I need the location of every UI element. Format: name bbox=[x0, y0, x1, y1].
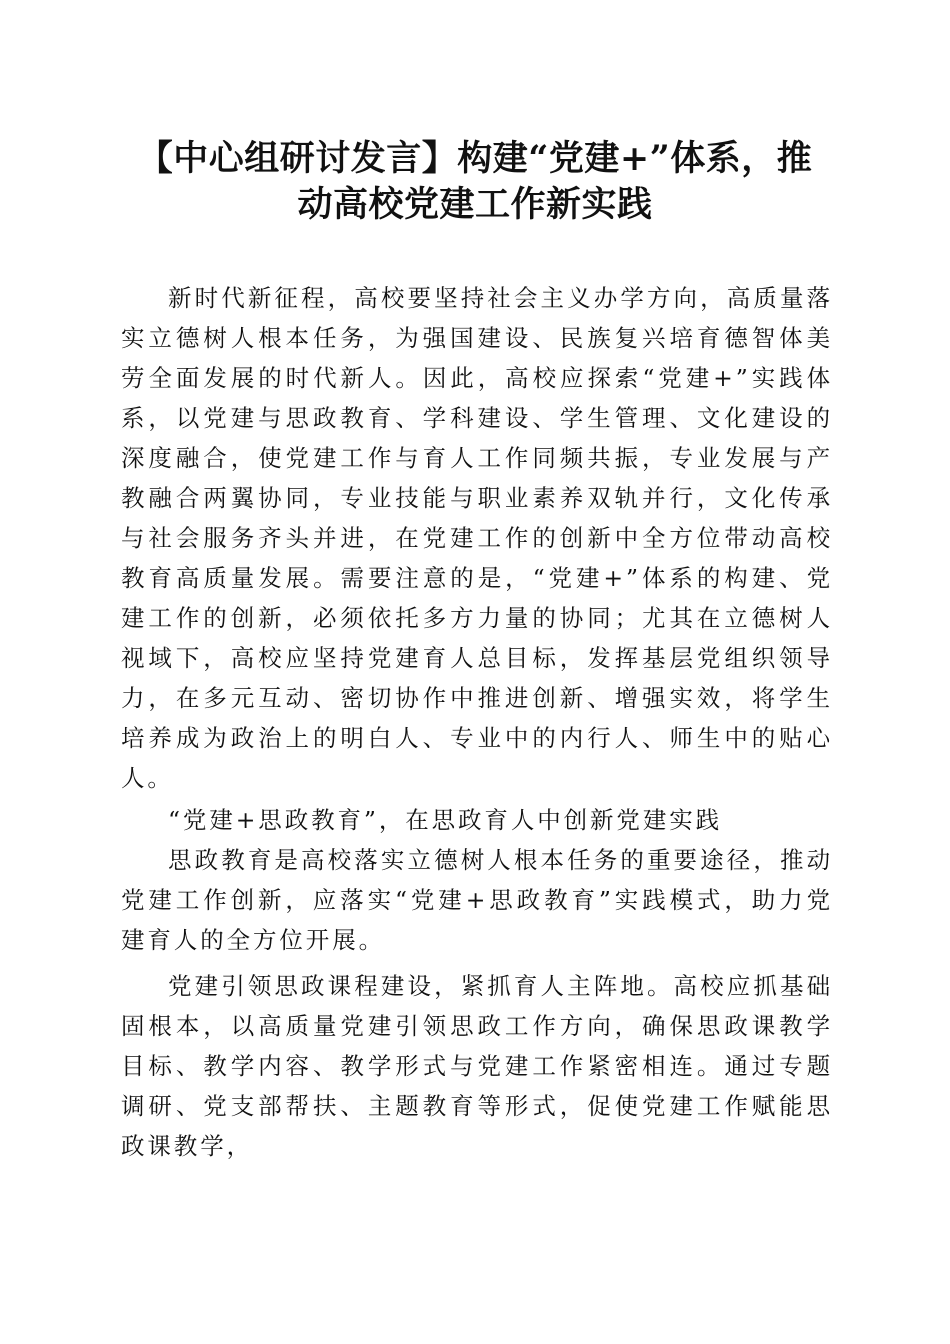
document-title bbox=[110, 136, 840, 228]
paragraph-course-building: 党建引领思政课程建设，紧抓育人主阵地。高校应抓基础固根本，以高质量党建引领思政工作方向，确保思政课教学目标、教学内容、教学形式与党建工作紧密相连。通过专题调研、党支部帮扶、主题教育等形式，促使党建工作赋能思政课教学， bbox=[121, 972, 833, 1160]
paragraph-section-intro: 思政教育是高校落实立德树人根本任务的重要途径，推动党建工作创新，应落实“党建+思政教育”实践模式，助力党建育人的全方位开展。 bbox=[121, 846, 833, 954]
title-line-2: 动高校党建工作新实践 bbox=[297, 184, 653, 225]
title-line-1: 【中心组研讨发言】构建“党建+”体系，推 bbox=[137, 138, 813, 179]
paragraph-intro: 新时代新征程，高校要坚持社会主义办学方向，高质量落实立德树人根本任务，为强国建设、民族复兴培育德智体美劳全面发展的时代新人。因此，高校应探索“党建+”实践体系，以党建与思政教育、学科建设、学生管理、文化建设的深度融合，使党建工作与育人工作同频共振，专业发展与产教融合两翼协同，专业技能与职业素养双轨并行，文化传承与社会服务齐头并进，在党建工作的创新中全方位带动高校教育高质量发展。需要注意的是，“党建+”体系的构建、党建工作的创新，必须依托多方力量的协同；尤其在立德树人视域下，高校应坚持党建育人总目标，发挥基层党组织领导力，在多元互动、密切协作中推进创新、增强实效，将学生培养成为政治上的明白人、专业中的内行人、师生中的贴心人。 bbox=[121, 284, 833, 792]
section-heading: “党建+思政教育”，在思政育人中创新党建实践 bbox=[168, 806, 723, 834]
document-body bbox=[121, 278, 833, 1166]
